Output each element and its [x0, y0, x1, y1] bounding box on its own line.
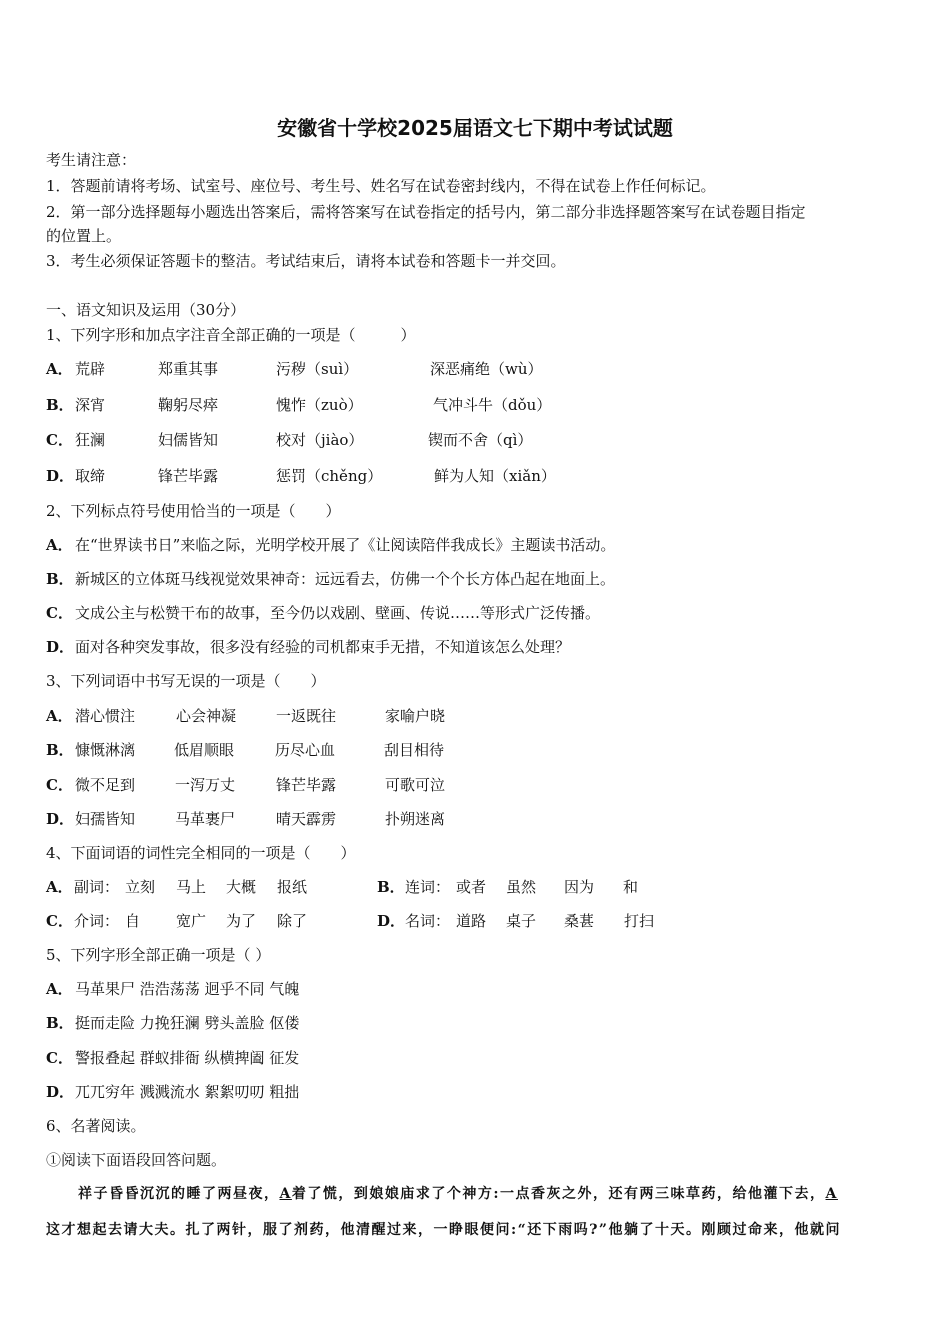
passage-blank-a: A: [825, 1186, 838, 1202]
q1-d-word-2: 锋芒毕露: [158, 467, 219, 485]
q3-d-word-4: 扑朔迷离: [385, 810, 446, 828]
q1-stem: 1、下列字形和加点字注音全部正确的一项是（ ）: [46, 326, 416, 344]
q3-b-word-2: 低眉顺眼: [174, 741, 235, 759]
q3-b-word-3: 历尽心血: [275, 741, 336, 759]
notice-item-2-cont: 的位置上。: [46, 227, 122, 245]
q3-b-word-4: 刮目相待: [384, 741, 445, 759]
q4-d-label: 名词：: [405, 912, 451, 930]
q5-b-text: 挺而走险 力挽狂澜 劈头盖脸 伛偻: [75, 1014, 300, 1032]
q6-stem: 6、名著阅读。: [46, 1117, 146, 1135]
q1-a-word-2: 郑重其事: [158, 360, 219, 378]
q1-c-word-2: 妇儒皆知: [158, 431, 219, 449]
q4-a-word-1: 立刻: [125, 878, 156, 896]
q1-b-word-2: 鞠躬尽瘁: [158, 396, 219, 414]
q1-a-word-1: 荒辟: [75, 360, 106, 378]
option-letter: B．: [377, 878, 405, 896]
option-letter: D．: [46, 810, 75, 828]
q3-b-word-1: 慷慨淋漓: [75, 741, 136, 759]
q6-sub-instruction: ①阅读下面语段回答问题。: [46, 1151, 227, 1169]
q1-a-word-3: 污秽（suì）: [276, 360, 359, 378]
option-letter: A．: [46, 536, 73, 554]
option-letter: A．: [46, 360, 73, 378]
q3-c-word-4: 可歌可泣: [385, 776, 446, 794]
q3-a-word-1: 潜心惯注: [75, 707, 136, 725]
q4-c-label: 介词：: [74, 912, 120, 930]
q4-c-word-4: 除了: [277, 912, 308, 930]
q4-a-word-4: 报纸: [277, 878, 308, 896]
q4-b-word-3: 因为: [564, 878, 595, 896]
q4-a-label: 副词：: [74, 878, 120, 896]
section-heading: 一、语文知识及运用（30分）: [46, 301, 246, 319]
q4-a-word-3: 大概: [226, 878, 257, 896]
q3-d-word-3: 晴天霹雳: [276, 810, 337, 828]
q3-a-word-3: 一返既往: [276, 707, 337, 725]
q3-c-word-1: 微不足到: [75, 776, 136, 794]
q2-stem: 2、下列标点符号使用恰当的一项是（ ）: [46, 502, 341, 520]
page-title: 安徽省十学校2025届语文七下期中考试试题: [277, 116, 673, 140]
q1-c-word-1: 狂澜: [75, 431, 106, 449]
q1-b-word-1: 深宵: [75, 396, 106, 414]
option-letter: C．: [46, 604, 73, 622]
q4-c-word-1: 自: [125, 912, 141, 930]
option-letter: D．: [46, 467, 75, 485]
q1-b-word-4: 气冲斗牛（dǒu）: [433, 396, 552, 414]
q1-d-word-1: 取缔: [75, 467, 106, 485]
q4-c-word-3: 为了: [226, 912, 257, 930]
q5-d-text: 兀兀穷年 溅溅流水 絮絮叨叨 粗拙: [75, 1083, 300, 1101]
q2-b-text: 新城区的立体斑马线视觉效果神奇：远远看去，仿佛一个个长方体凸起在地面上。: [75, 570, 616, 588]
q1-d-word-4: 鲜为人知（xiǎn）: [434, 467, 556, 485]
q2-d-text: 面对各种突发事故，很多没有经验的司机都束手无措，不知道该怎么处理？: [75, 638, 571, 656]
q2-c-text: 文成公主与松赞干布的故事，至今仍以戏剧、壁画、传说……等形式广泛传播。: [75, 604, 601, 622]
q4-c-word-2: 宽广: [176, 912, 207, 930]
q5-a-text: 马革果尸 浩浩荡荡 迥乎不同 气魄: [75, 980, 300, 998]
q4-d-word-1: 道路: [456, 912, 487, 930]
option-letter: D．: [46, 1083, 75, 1101]
q4-b-word-1: 或者: [456, 878, 487, 896]
passage-line-2: 这才想起去请大夫。扎了两针，服了剂药，他清醒过来，一睁眼便问:“还下雨吗?”他躺了十天。刚顾过命来，他就问: [46, 1222, 841, 1238]
q3-c-word-2: 一泻万丈: [175, 776, 236, 794]
option-letter: D．: [46, 638, 75, 656]
notice-item-3: 3．考生必须保证答题卡的整洁。考试结束后，请将本试卷和答题卡一并交回。: [46, 252, 566, 270]
option-letter: B．: [46, 570, 74, 588]
q4-d-word-2: 桌子: [506, 912, 537, 930]
option-letter: A．: [46, 878, 73, 896]
q5-c-text: 警报叠起 群蚁排衙 纵横捭阖 征发: [75, 1049, 300, 1067]
q4-b-word-2: 虽然: [506, 878, 537, 896]
q3-a-word-2: 心会神凝: [176, 707, 237, 725]
q3-d-word-1: 妇孺皆知: [75, 810, 136, 828]
q3-d-word-2: 马革裹尸: [175, 810, 236, 828]
q4-b-word-4: 和: [623, 878, 639, 896]
q4-a-word-2: 马上: [176, 878, 207, 896]
q4-b-label: 连词：: [405, 878, 451, 896]
option-letter: C．: [46, 1049, 73, 1067]
option-letter: C．: [46, 912, 73, 930]
option-letter: B．: [46, 741, 74, 759]
option-letter: C．: [46, 431, 73, 449]
q1-a-word-4: 深恶痛绝（wù）: [430, 360, 543, 378]
q4-d-word-3: 桑葚: [564, 912, 595, 930]
notice-item-2: 2．第一部分选择题每小题选出答案后，需将答案写在试卷指定的括号内，第二部分非选择题答案写在试卷题目指定: [46, 203, 806, 221]
q3-c-word-3: 锋芒毕露: [276, 776, 337, 794]
option-letter: C．: [46, 776, 73, 794]
passage-line-1: [46, 1184, 940, 1204]
q1-c-word-3: 校对（jiào）: [276, 431, 364, 449]
q1-d-word-3: 惩罚（chěng）: [276, 467, 383, 485]
q1-b-word-3: 愧怍（zuò）: [276, 396, 363, 414]
q3-stem: 3、下列词语中书写无误的一项是（ ）: [46, 672, 326, 690]
option-letter: A．: [46, 707, 73, 725]
q3-a-word-4: 家喻户晓: [385, 707, 446, 725]
option-letter: A．: [46, 980, 73, 998]
passage-text: 祥子昏昏沉沉的睡了两昼夜，: [78, 1186, 280, 1202]
option-letter: B．: [46, 1014, 74, 1032]
passage-blank-a: A: [279, 1186, 292, 1202]
q5-stem: 5、下列字形全部正确一项是（ ）: [46, 946, 271, 964]
notice-item-1: 1．答题前请将考场、试室号、座位号、考生号、姓名写在试卷密封线内，不得在试卷上作任何标记。: [46, 177, 716, 195]
q4-stem: 4、下面词语的词性完全相同的一项是（ ）: [46, 844, 356, 862]
q1-c-word-4: 锲而不舍（qì）: [428, 431, 533, 449]
notice-heading: 考生请注意：: [46, 151, 137, 169]
passage-text: 着了慌，到娘娘庙求了个神方:一点香灰之外，还有两三味草药，给他灌下去，: [291, 1186, 826, 1202]
q4-d-word-4: 打扫: [624, 912, 655, 930]
option-letter: D．: [377, 912, 406, 930]
q2-a-text: 在“世界读书日”来临之际，光明学校开展了《让阅读陪伴我成长》主题读书活动。: [75, 536, 616, 554]
option-letter: B．: [46, 396, 74, 414]
